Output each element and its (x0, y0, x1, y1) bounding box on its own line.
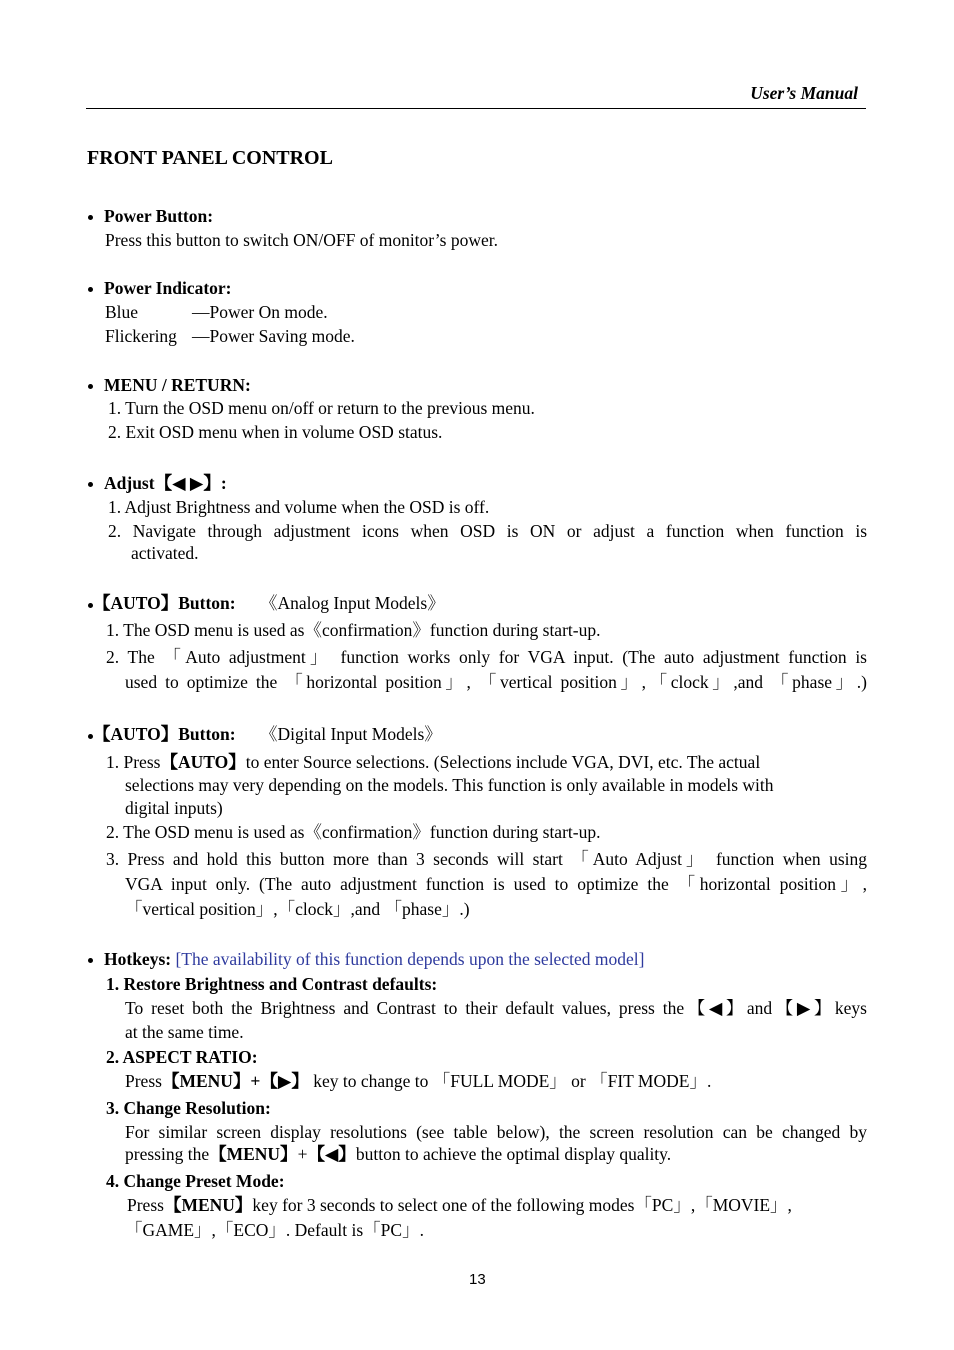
hotkey-desc (125, 1143, 671, 1165)
hotkey-keys: 【MENU】 (163, 1195, 253, 1215)
bullet-icon (88, 482, 93, 487)
hotkey-desc: For similar screen display resolutions (see table below), the screen resolution can be changed by (125, 1122, 867, 1142)
auto-digital-qualifier: 《Digital Input Models》 (260, 724, 442, 744)
list-item: 1. Adjust Brightness and volume when the OSD is off. (108, 497, 490, 517)
hotkey-desc (125, 1070, 711, 1092)
indicator-state: Flickering (105, 326, 177, 346)
running-header: User’s Manual (750, 83, 858, 103)
list-item: 2. The 「Auto adjustment」 function works only for VGA input. (The auto adjustment function is (106, 647, 867, 667)
hotkey-keys: 【MENU】+【▶】 (161, 1071, 309, 1091)
bullet-icon (88, 958, 93, 963)
hotkey-title: 4. Change Preset Mode: (106, 1171, 285, 1191)
hotkey-text: key to change to 「FULL MODE」 or 「FIT MODE」. (313, 1071, 712, 1091)
header-rule (86, 108, 866, 109)
indicator-desc: —Power Saving mode. (192, 326, 355, 346)
list-item: 2. Navigate through adjustment icons when OSD is ON or adjust a function when function is (108, 521, 867, 541)
indicator-state: Blue (105, 302, 139, 322)
hotkey-desc: at the same time. (125, 1022, 244, 1042)
auto-analog-label: 【AUTO】Button: (93, 593, 236, 613)
list-item: 2. The OSD menu is used as《confirmation》function during start-up. (106, 822, 601, 842)
hotkey-desc: 「GAME」,「ECO」. Default is「PC」. (125, 1220, 424, 1240)
list-item: 2. Exit OSD menu when in volume OSD status. (108, 422, 443, 442)
menu-return-label: MENU / RETURN: (104, 375, 251, 395)
auto-key: 【AUTO】 (160, 752, 246, 772)
hotkey-desc (127, 1194, 792, 1216)
power-button-desc: Press this button to switch ON/OFF of monitor’s power. (105, 230, 498, 250)
hotkey-keys: 【MENU】 (209, 1144, 298, 1164)
hotkey-text: button to achieve the optimal display quality. (355, 1144, 672, 1164)
hotkey-prefix: Press (125, 1071, 162, 1091)
adjust-label: Adjust【◀ ▶】: (104, 473, 227, 493)
bullet-icon (88, 287, 93, 292)
hotkey-title: 1. Restore Brightness and Contrast defaults: (106, 974, 438, 994)
list-item: 1. Turn the OSD menu on/off or return to the previous menu. (108, 398, 535, 418)
bullet-icon (88, 384, 93, 389)
list-item-continuation: VGA input only. (The auto adjustment function is used to optimize the 「horizontal position」, (125, 874, 867, 894)
hotkeys-note: [The availability of this function depends upon the selected model] (175, 949, 645, 969)
list-item: 3. Press and hold this button more than 3 seconds will start 「Auto Adjust」 function when using (106, 849, 867, 869)
bullet-icon (88, 215, 93, 220)
list-item (106, 751, 760, 773)
page-number: 13 (469, 1271, 486, 1288)
list-item-continuation: selections may very depending on the models. This function is only available in models with (125, 775, 774, 795)
section-title: FRONT PANEL CONTROL (87, 147, 333, 169)
hotkey-prefix: pressing the (125, 1144, 210, 1164)
list-item: 1. The OSD menu is used as《confirmation》function during start-up. (106, 620, 601, 640)
item-prefix: 1. Press (106, 752, 161, 772)
item-text: to enter Source selections. (Selections include VGA, DVI, etc. The actual (245, 752, 761, 772)
hotkey-text: key for 3 seconds to select one of the following modes「PC」,「MOVIE」, (252, 1195, 792, 1215)
hotkey-title: 2. ASPECT RATIO: (106, 1047, 258, 1067)
hotkey-desc: To reset both the Brightness and Contrast to their default values, press the【◀】and【▶】keys (125, 998, 867, 1018)
list-item-continuation: digital inputs) (125, 798, 223, 818)
auto-analog-qualifier: 《Analog Input Models》 (260, 593, 445, 613)
list-item-continuation: 「vertical position」,「clock」,and 「phase」.) (125, 899, 470, 919)
indicator-desc: —Power On mode. (192, 302, 328, 322)
hotkey-plus: + (297, 1144, 308, 1164)
power-indicator-label: Power Indicator: (104, 278, 232, 298)
auto-digital-label: 【AUTO】Button: (93, 724, 236, 744)
power-button-label: Power Button: (104, 206, 214, 226)
hotkey-prefix: Press (127, 1195, 164, 1215)
hotkeys-heading (104, 948, 644, 970)
list-item-continuation: used to optimize the 「horizontal position」, 「vertical position」,「clock」,and 「phase」.) (125, 672, 867, 692)
list-item-continuation: activated. (131, 543, 199, 563)
hotkey-keys: 【◀】 (307, 1144, 356, 1164)
hotkey-title: 3. Change Resolution: (106, 1098, 271, 1118)
hotkeys-label: Hotkeys: (104, 949, 172, 969)
